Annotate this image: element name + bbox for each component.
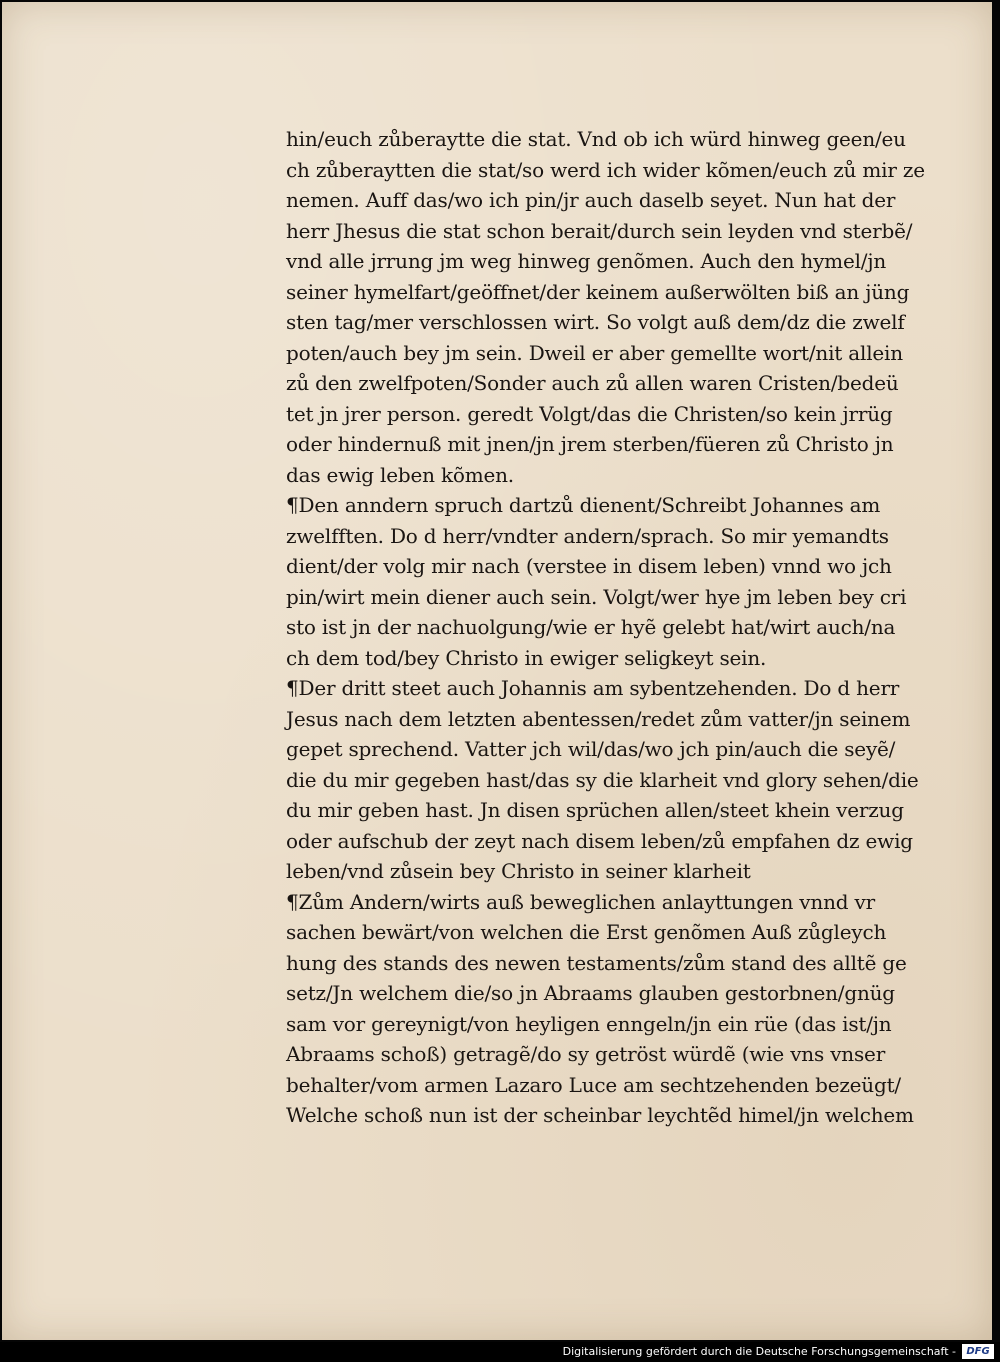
text-line: dient/der volg mir nach (verstee in disem leben) vnnd wo jch [286,554,892,578]
dfg-logo: DFG [962,1344,994,1359]
document-page [2,2,992,1340]
text-line: ¶Der dritt steet auch Johannis am sybentzehenden. Do d herr [286,676,900,700]
text-line: ¶Zům Andern/wirts auß beweglichen anlayttungen vnnd vr [286,889,875,914]
text-line: sten tag/mer verschlossen wirt. So volgt auß dem/dz die zwelf [286,310,905,334]
text-line: das ewig leben kõmen. [286,462,514,487]
text-line: hin/euch zůberaytte die stat. Vnd ob ich würd hinweg geen/eu [286,127,906,151]
text-line: setz/Jn welchem die/so jn Abraams glauben gestorbnen/gnüg [286,981,895,1005]
text-line: poten/auch bey jm sein. Dweil er aber gemellte wort/nit allein [286,340,903,365]
body-text [286,124,966,1131]
text-line: gepet sprechend. Vatter jch wil/das/wo jch pin/auch die seyẽ/ [286,737,896,761]
text-line: ¶Den anndern spruch dartzů dienent/Schreibt Johannes am [286,493,881,517]
text-line: sam vor gereynigt/von heyligen enngeln/jn ein rüe (das ist/jn [286,1011,892,1036]
text-line: ch zůberaytten die stat/so werd ich wider kõmen/euch zů mir ze [286,157,925,182]
text-line: Abraams schoß) getragẽ/do sy getröst würdẽ (wie vns vnser [286,1042,886,1066]
text-line: herr Jhesus die stat schon berait/durch sein leyden vnd sterbẽ/ [286,218,913,243]
text-line: ch dem tod/bey Christo in ewiger seligkeyt sein. [286,645,767,670]
footer-bar [0,1342,1000,1362]
text-line: die du mir gegeben hast/das sy die klarheit vnd glory sehen/die [286,767,919,792]
text-line: pin/wirt mein diener auch sein. Volgt/wer hye jm leben bey cri [286,584,907,609]
text-line: oder hindernuß mit jnen/jn jrem sterben/füeren zů Christo jn [286,432,894,456]
text-line: sto ist jn der nachuolgung/wie er hyẽ gelebt hat/wirt auch/na [286,615,896,639]
text-line: vnd alle jrrung jm weg hinweg genõmen. Auch den hymel/jn [286,249,887,273]
text-line: tet jn jrer person. geredt Volgt/das die Christen/so kein jrrüg [286,401,893,426]
text-line: hung des stands des newen testaments/zům stand des alltẽ ge [286,950,907,975]
funding-credit: Digitalisierung gefördert durch die Deutsche Forschungsgemeinschaft - [562,1345,956,1358]
text-line: seiner hymelfart/geöffnet/der keinem außerwölten biß an jüng [286,279,910,304]
text-line: nemen. Auff das/wo ich pin/jr auch daselb seyet. Nun hat der [286,188,896,212]
text-line: sachen bewärt/von welchen die Erst genõmen Auß zůgleych [286,920,887,944]
text-line: oder aufschub der zeyt nach disem leben/zů empfahen dz ewig [286,828,913,853]
text-line: zů den zwelfpoten/Sonder auch zů allen waren Cristen/bedeü [286,371,899,395]
text-line: Jesus nach dem letzten abentessen/redet zům vatter/jn seinem [286,706,911,731]
text-line: leben/vnd zůsein bey Christo in seiner klarheit [286,859,751,883]
text-line: behalter/vom armen Lazaro Luce am sechtzehenden bezeügt/ [286,1072,901,1097]
text-line: Welche schoß nun ist der scheinbar leychtẽd himel/jn welchem [286,1103,914,1127]
text-line: zwelfften. Do d herr/vndter andern/sprach. So mir yemandts [286,523,889,548]
text-line: du mir geben hast. Jn disen sprüchen allen/steet khein verzug [286,798,904,822]
